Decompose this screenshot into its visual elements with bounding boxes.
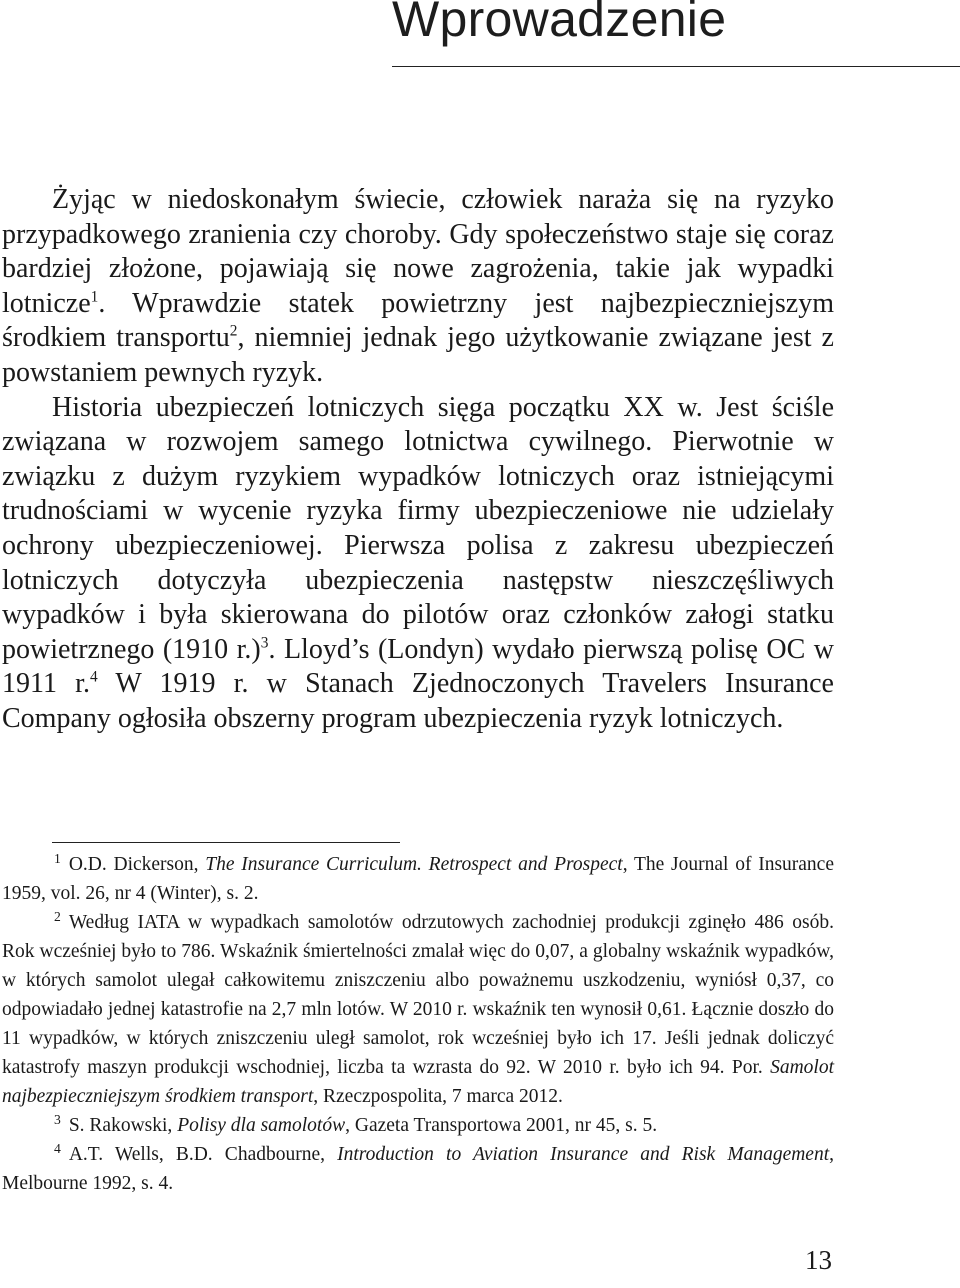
footnote-1-title: The Insurance Curriculum. Retrospect and Prospect bbox=[205, 854, 623, 875]
footnote-2-number: 2 bbox=[54, 908, 61, 924]
footnote-4-text-a: A.T. Wells, B.D. Chadbourne, bbox=[68, 1144, 338, 1165]
footnote-4-number: 4 bbox=[54, 1140, 61, 1156]
page-number: 13 bbox=[805, 1245, 832, 1275]
footnotes bbox=[2, 850, 834, 1198]
footnote-3 bbox=[2, 1111, 834, 1140]
main-text bbox=[2, 183, 834, 737]
title-underline bbox=[392, 66, 960, 67]
footnote-ref-3[interactable]: 3 bbox=[260, 634, 269, 652]
paragraph-2-text-c: W 1919 r. w Stanach Zjednoczonych Travelers Insurance Company ogłosiła obszerny program ubezpieczenia ryzyk lotniczych. bbox=[2, 668, 834, 734]
footnote-3-number: 3 bbox=[54, 1111, 61, 1127]
footnote-1-text-a: O.D. Dickerson, bbox=[68, 854, 206, 875]
footnote-1 bbox=[2, 850, 834, 908]
paragraph-2-text-b: . Lloyd’s (Londyn) wydało pierwszą polisę OC w 1911 r. bbox=[2, 633, 834, 700]
paragraph-1-text-b: . Wprawdzie statek powietrzny jest najbezpieczniejszym środkiem transportu bbox=[2, 287, 834, 354]
chapter-title: Wprowadzenie bbox=[392, 0, 727, 47]
footnote-4-title: Introduction to Aviation Insurance and Risk Management bbox=[337, 1144, 830, 1165]
footnote-2-text-a: Według IATA w wypadkach samolotów odrzutowych zachodniej produkcji zginęło 486 osób. Rok wcześniej było to 786. Wskaźnik śmiertelności zmalał więc do 0,07, a globalny wskaźnik wypadków, w których samolot ulegał całkowitemu zniszczeniu albo poważnemu uszkodzeniu, wyniósł 0,37, co odpowiadało jednej katastrofie na 2,7 mln lotów. W 2010 r. wskaźnik ten wynosił 0,61. Łącznie doszło do 11 wypadków, w których zniszczeniu uległ samolot, rok wcześniej było ich 17. Jeśli jednak doliczyć katastrofy maszyn produkcji wschodniej, liczba ta wzrasta do 92. W 2010 r. było ich 94. Por. bbox=[2, 912, 834, 1078]
footnote-2-text-b: , Rzeczpospolita, 7 marca 2012. bbox=[313, 1086, 563, 1107]
footnote-ref-1[interactable]: 1 bbox=[90, 288, 99, 306]
paragraph-2-text-a: Historia ubezpieczeń lotniczych sięga początku XX w. Jest ściśle związana w rozwojem samego lotnictwa cywilnego. Pierwotnie w związku z dużym ryzykiem wypadków lotniczych oraz istniejącymi trudnościami w wycenie ryzyka firmy ubezpieczeniowe nie udzielały ochrony ubezpieczeniowej. Pierwsza polisa z zakresu ubezpieczeń lotniczych dotyczyła ubezpieczenia następstw nieszczęśliwych wypadków i była skierowana do pilotów oraz członków załogi statku powietrznego (1910 r.) bbox=[2, 391, 834, 665]
footnote-1-text-b: , The Journal of Insurance 1959, vol. 26, nr 4 (Winter), s. 2. bbox=[2, 854, 834, 904]
footnote-ref-4[interactable]: 4 bbox=[89, 668, 98, 686]
footnote-ref-2[interactable]: 2 bbox=[229, 323, 238, 341]
paragraph-1-text-c: , niemniej jednak jego użytkowanie związane jest z powstaniem pewnych ryzyk. bbox=[2, 322, 834, 388]
footnote-4-text-b: , Melbourne 1992, s. 4. bbox=[2, 1144, 835, 1194]
footnote-3-title: Polisy dla samolotów bbox=[177, 1115, 346, 1136]
footnote-1-number: 1 bbox=[54, 850, 61, 866]
footnote-3-text-b: , Gazeta Transportowa 2001, nr 45, s. 5. bbox=[345, 1115, 658, 1136]
footnote-3-text-a: S. Rakowski, bbox=[68, 1115, 178, 1136]
paragraph-2 bbox=[2, 391, 834, 737]
paragraph-1-text-a: Żyjąc w niedoskonałym świecie, człowiek naraża się na ryzyko przypadkowego zranienia czy choroby. Gdy społeczeństwo staje się coraz bardziej złożone, pojawiają się nowe zagrożenia, takie jak wypadki lotnicze bbox=[2, 184, 834, 319]
footnote-separator bbox=[52, 842, 400, 843]
footnote-4 bbox=[2, 1140, 834, 1198]
footnote-2-title: Samolot najbezpieczniejszym środkiem transport bbox=[2, 1057, 834, 1107]
footnote-2 bbox=[2, 908, 834, 1111]
paragraph-1 bbox=[2, 183, 834, 391]
